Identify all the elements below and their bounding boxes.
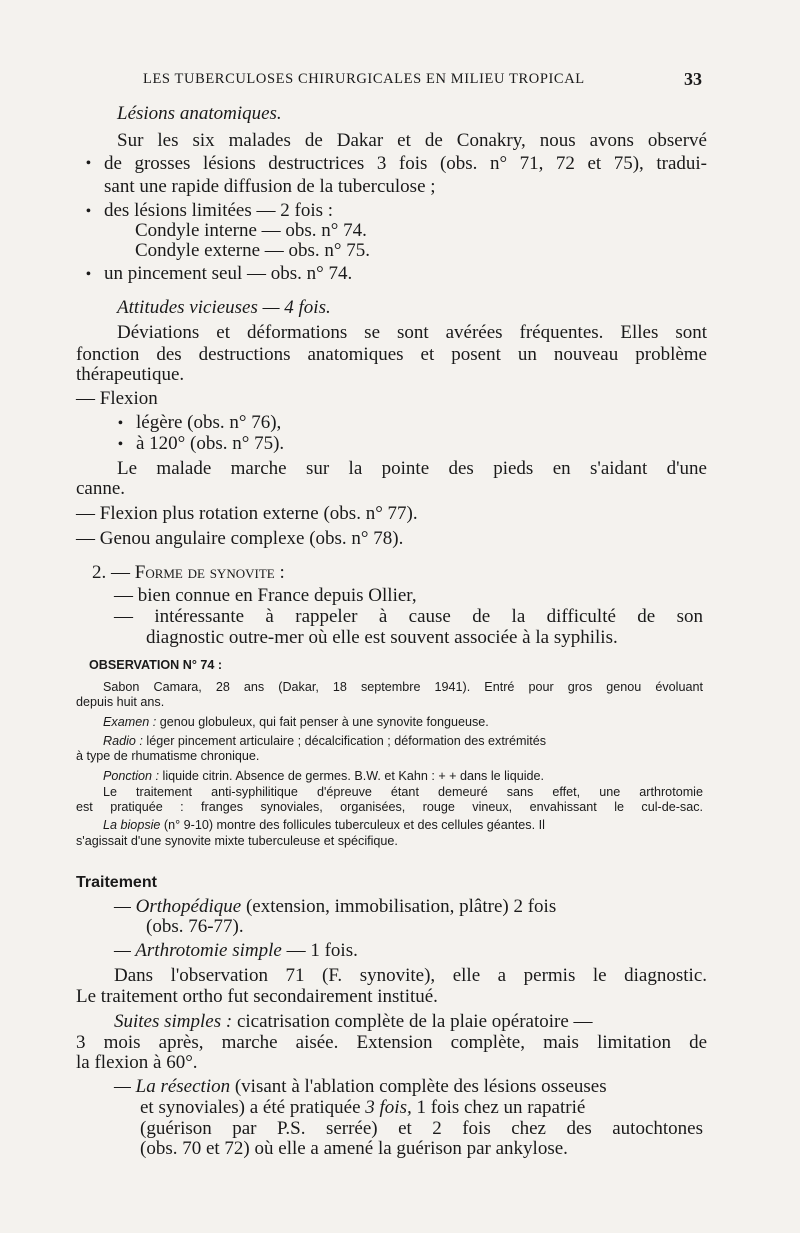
text: cicatrisation complète de la plaie opératoire —	[236, 1011, 593, 1032]
text: (extension, immobilisation, plâtre) 2 fois	[245, 896, 557, 917]
observation-line	[103, 716, 489, 729]
text-line: Le malade marche sur la pointe des pieds en s'aidant d'une	[117, 458, 707, 479]
text-line	[114, 1077, 607, 1096]
text-line: Déviations et déformations se sont avérées fréquentes. Elles sont	[117, 322, 707, 343]
observation-label: La biopsie	[103, 818, 161, 832]
text-line: — intéressante à rappeler à cause de la difficulté de son	[114, 606, 703, 627]
observation-text: léger pincement articulaire ; décalcification ; déformation des extrémités	[146, 734, 547, 748]
subheading-lesions: Lésions anatomiques.	[117, 103, 282, 124]
text: et synoviales) a été pratiquée	[140, 1097, 361, 1118]
text-line: — Flexion	[76, 388, 158, 409]
observation-line	[103, 735, 546, 748]
text: (visant à l'ablation complète des lésions osseuses	[234, 1076, 607, 1097]
text-line: Sur les six malades de Dakar et de Conakry, nous avons observé	[117, 130, 707, 151]
observation-text: genou globuleux, qui fait penser à une synovite fongueuse.	[159, 715, 489, 729]
text-line: un pincement seul — obs. n° 74.	[104, 263, 353, 284]
observation-line	[103, 819, 545, 832]
text-line: (guérison par P.S. serrée) et 2 fois chez des autochtones	[140, 1118, 703, 1139]
text-line: diagnostic outre-mer où elle est souvent associée à la syphilis.	[146, 627, 618, 648]
treatment-label: — Orthopédique	[114, 896, 242, 917]
observation-title: OBSERVATION N° 74 :	[89, 658, 223, 672]
text-line	[140, 1098, 585, 1117]
observation-line: à type de rhumatisme chronique.	[76, 749, 260, 763]
text-line	[114, 941, 358, 960]
text-line: la flexion à 60°.	[76, 1052, 198, 1073]
observation-label: Radio :	[103, 734, 143, 748]
observation-text: (n° 9-10) montre des follicules tuberculeux et des cellules géantes. Il	[163, 818, 545, 832]
bullet: •	[118, 416, 123, 431]
section-heading-synovite: 2. — Forme de synovite :	[92, 562, 285, 583]
observation-label: Examen :	[103, 715, 157, 729]
text-line: fonction des destructions anatomiques et posent un nouveau problème	[76, 344, 707, 365]
treatment-label: — Arthrotomie simple	[114, 940, 282, 961]
text-line: — Flexion plus rotation externe (obs. n° 77).	[76, 503, 418, 524]
observation-line: Le traitement anti-syphilitique d'épreuve étant demeuré sans effet, une arthrotomie	[103, 785, 703, 799]
bullet: •	[86, 156, 91, 171]
text-line: — Genou angulaire complexe (obs. n° 78).	[76, 528, 404, 549]
observation-line	[103, 770, 544, 783]
treatment-label: Suites simples :	[114, 1011, 233, 1032]
running-title: LES TUBERCULOSES CHIRURGICALES EN MILIEU TROPICAL	[143, 71, 585, 87]
text-line: (obs. 76-77).	[146, 916, 244, 937]
text-line: de grosses lésions destructrices 3 fois (obs. n° 71, 72 et 75), tradui-	[104, 153, 707, 174]
observation-text: liquide citrin. Absence de germes. B.W. et Kahn : + + dans le liquide.	[162, 769, 545, 783]
text-line	[114, 897, 556, 916]
subheading-attitudes: Attitudes vicieuses — 4 fois.	[117, 297, 331, 318]
text-line: Condyle interne — obs. n° 74.	[135, 220, 367, 241]
text-line: thérapeutique.	[76, 364, 185, 385]
text-line: Dans l'observation 71 (F. synovite), elle a permis le diagnostic.	[114, 965, 707, 986]
text: — 1 fois.	[286, 940, 358, 961]
text-line: Condyle externe — obs. n° 75.	[135, 240, 371, 261]
observation-line: est pratiquée : franges synoviales, organisées, rouge vineux, envahissant le cul-de-sac.	[76, 800, 703, 814]
text-line: légère (obs. n° 76),	[136, 412, 282, 433]
observation-line: depuis huit ans.	[76, 695, 165, 709]
bullet: •	[86, 204, 91, 219]
emphasis: 3 fois,	[365, 1097, 412, 1118]
text-line: Le traitement ortho fut secondairement institué.	[76, 986, 438, 1007]
section-heading-traitement: Traitement	[76, 874, 157, 891]
treatment-label: — La résection	[114, 1076, 231, 1097]
text-line: sant une rapide diffusion de la tuberculose ;	[104, 176, 436, 197]
text-line: à 120° (obs. n° 75).	[136, 433, 285, 454]
observation-label: Ponction :	[103, 769, 160, 783]
text-line: des lésions limitées — 2 fois :	[104, 200, 334, 221]
observation-line: s'agissait d'une synovite mixte tuberculeuse et spécifique.	[76, 834, 398, 848]
text-line: — bien connue en France depuis Ollier,	[114, 585, 417, 606]
bullet: •	[118, 437, 123, 452]
text-line: (obs. 70 et 72) où elle a amené la guérison par ankylose.	[140, 1138, 568, 1159]
page-number: 33	[684, 69, 702, 89]
bullet: •	[86, 267, 91, 282]
text: 1 fois chez un rapatrié	[416, 1097, 586, 1118]
observation-line: Sabon Camara, 28 ans (Dakar, 18 septembre 1941). Entré pour gros genou évoluant	[103, 680, 703, 694]
text-line: canne.	[76, 478, 126, 499]
text-line: 3 mois après, marche aisée. Extension complète, mais limitation de	[76, 1032, 707, 1053]
text-line	[114, 1012, 593, 1031]
